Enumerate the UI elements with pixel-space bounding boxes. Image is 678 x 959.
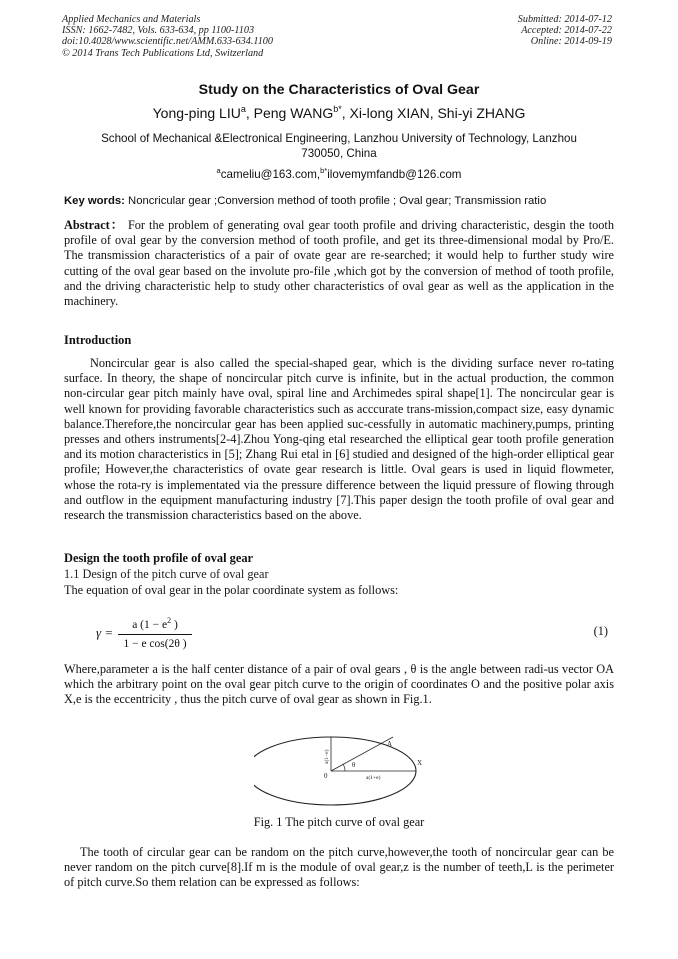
email-b: ilovemymfandb@126.com bbox=[327, 168, 462, 181]
x-axis-label: X bbox=[417, 759, 423, 767]
design-heading: Design the tooth profile of oval gear bbox=[64, 551, 254, 565]
tooth-paragraph: The tooth of circular gear can be random on the pitch curve,however,the tooth of noncircular gear can be never random on the pitch curve[8].If m is the module of oval gear,z is the number of teeth,L is the perimeter of pitch curve.So them relation can be expressed as follows: bbox=[64, 845, 614, 890]
keywords-label: Key words: bbox=[64, 195, 125, 207]
theta-label: θ bbox=[352, 761, 356, 769]
theta-arc bbox=[343, 764, 345, 771]
journal-name: Applied Mechanics and Materials bbox=[62, 14, 201, 25]
equation-lhs: γ = bbox=[96, 625, 114, 640]
author-name: , Peng WANG bbox=[245, 105, 334, 121]
figure-caption: Fig. 1 The pitch curve of oval gear bbox=[253, 815, 425, 829]
affiliation: School of Mechanical &Electronical Engineering, Lanzhou University of Technology, Lanzhou 730050, China bbox=[101, 132, 577, 160]
online-date: Online: 2014-09-19 bbox=[530, 36, 612, 48]
accepted-date: Accepted: 2014-07-22 bbox=[521, 25, 612, 37]
origin-label: 0 bbox=[324, 772, 328, 780]
introduction-heading: Introduction bbox=[64, 333, 132, 347]
paper-title: Study on the Characteristics of Oval Gear bbox=[198, 82, 480, 98]
subsection-heading: 1.1 Design of the pitch curve of oval gear bbox=[64, 567, 269, 581]
journal-copyright: © 2014 Trans Tech Publications Ltd, Switzerland bbox=[62, 47, 264, 59]
author-affil-mark: b* bbox=[333, 104, 342, 114]
abstract-text: For the problem of generating oval gear tooth profile and driving characteristic, desgin the tooth profile of oval gear by the conversion method of tooth profile, and get its three-dimensional modal by Pro/E. The transmission characteristics of a pair of ovate gear are re-searched; it would help to further study wire cutting of the oval gear based on the involute pro-file ,which got by the conversion of method of tooth profile, and the driving characteristic help to study other characteristics of oval gear as well as the application in the machinery. bbox=[64, 218, 614, 309]
introduction-paragraph: Noncircular gear is also called the special-shaped gear, which is the dividing surface never ro-tating surface. In theory, the shape of noncircular pitch curve is infinite, but in the actual production, the common non-circular gear pitch mainly have oval, spiral line and Archimedes spiral shape[1]. The noncircular gear is well known for providing favorable characteristics such as acccurate trans-mission,compact size, easy dynamic balance.Therefore,the noncircular gear has been applied suc-cessfully in automatic machinery,pumps, printing presses and others instruments[2-4].Zhou Yong-qing etal researched the elliptical gear tooth profile generation and its motion characteristics in [5]; Zhang Rui etal in [6] studied and designed of the high-order elliptical gear profile; However,the characteristics of ovate gear research is little. Oval gears is used in liquid flowmeter, whose the rota-ry is implementated via the pressure difference between the liquid pressure of flowing through and outflow in the equipment manufacturing industry [7].This paper design the tooth profile of oval gear and research the transmission characteristics based on the above. bbox=[64, 356, 614, 523]
equation-fraction bbox=[118, 614, 192, 651]
author-affil-mark: a bbox=[240, 104, 246, 114]
abstract-label: Abstract： bbox=[64, 218, 124, 232]
minor-semi-axis-label: a(1−e) bbox=[324, 749, 330, 764]
journal-issn: ISSN: 1662-7482, Vols. 633-634, pp 1100-1103 bbox=[62, 25, 255, 37]
submitted-date: Submitted: 2014-07-12 bbox=[517, 14, 612, 25]
email-mark: b* bbox=[320, 166, 328, 175]
abstract bbox=[64, 218, 614, 309]
equation-number: (1) bbox=[593, 624, 608, 638]
equation-denominator: 1 − e cos(2θ ) bbox=[123, 638, 187, 650]
journal-header bbox=[62, 14, 273, 59]
keywords bbox=[64, 195, 616, 207]
author-list bbox=[0, 104, 678, 121]
keywords-text: Noncricular gear ;Conversion method of tooth profile ; Oval gear; Transmission ratio bbox=[124, 195, 547, 207]
author-names-rest: , Xi-long XIAN, Shi-yi ZHANG bbox=[341, 105, 526, 121]
pitch-curve-figure bbox=[254, 732, 438, 808]
major-semi-axis-label: a(1+e) bbox=[366, 775, 381, 781]
email-a: cameliu@163.com, bbox=[220, 168, 321, 181]
where-paragraph: Where,parameter a is the half center distance of a pair of oval gears , θ is the angle between radi-us vector OA which the arbitrary point on the oval gear pitch curve to the origin of coordinates O and the positive polar axis X,e is the eccentricity , thus the pitch curve of oval gear as shown in Fig.1. bbox=[64, 662, 614, 707]
equation-numerator: a ($1 - e^2$ ) bbox=[132, 616, 178, 631]
point-a-label: A bbox=[387, 740, 393, 748]
dates-header bbox=[518, 14, 612, 48]
equation-intro: The equation of oval gear in the polar coordinate system as follows: bbox=[64, 583, 399, 597]
journal-doi: doi:10.4028/www.scientific.net/AMM.633-634.1100 bbox=[62, 36, 273, 48]
email-mark: a bbox=[216, 166, 221, 175]
author-name: Yong-ping LIU bbox=[152, 105, 241, 121]
radius-vector-oa bbox=[331, 737, 393, 771]
equation-1 bbox=[96, 614, 616, 652]
fraction-bar bbox=[118, 634, 192, 635]
author-emails bbox=[0, 166, 678, 181]
